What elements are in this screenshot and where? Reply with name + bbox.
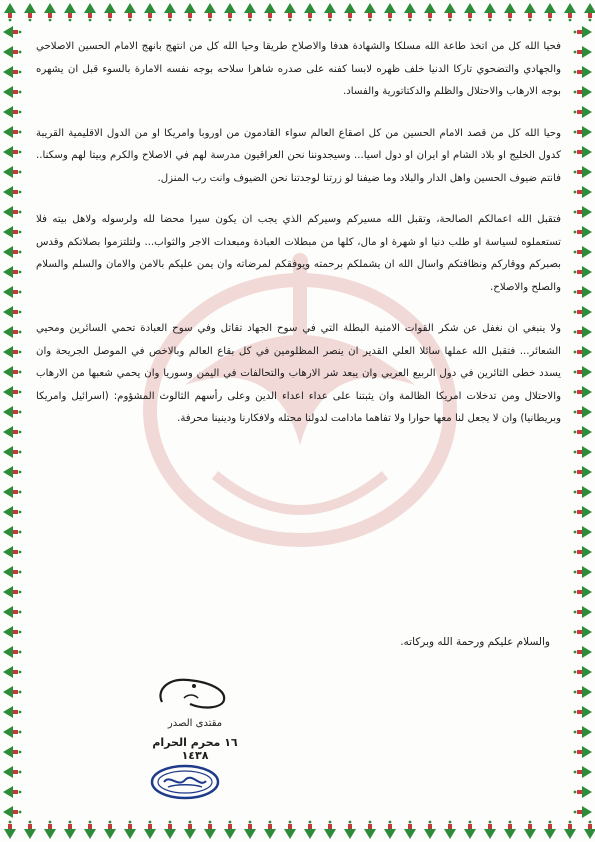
paragraph: فحيا الله كل من اتخذ طاعة الله مسلكا والشهادة هدفا والاصلاح طريقا وحيا الله كل من انتهج بانهج الامام الحسين الاصلاحي والجهادي والتضحوي تاركا الدنيا خلف ظهره لابسا كفنه على صدره شاهرا سلاحه بوجه نفسه الامارة بالسوء قبل ان يشهره بوجه الارهاب والاحتلال والظلم والدكتاتورية والفساد.: [36, 41, 561, 97]
decorative-border-left: [0, 22, 22, 820]
paragraph: فتقبل الله اعمالكم الصالحة، وتقبل الله مسيركم وسيركم الذي يجب ان يكون سيرا محضا لله ولرسوله ولاهل بيته فلا تستعملوه لسياسة او طلب دنيا او شهرة او مال، كلها من مبطلات العبادة ومبعدات الاجر والثواب... ولتلتزموا بصلاتكم وقدس بصبركم ووقاركم ونظافتكم واسال الله ان يشملكم برحمته ويوفقكم لمرضاته وان يمن عليكم بالامن والامان والسلم والسلام والصلح والاصلاح.: [36, 214, 561, 293]
letter-body: [36, 36, 561, 443]
decorative-border-bottom: [0, 820, 595, 842]
handwritten-signature: [154, 672, 234, 716]
signature-block: [150, 672, 240, 762]
paragraph: وحيا الله كل من قصد الامام الحسين من كل اصقاع العالم سواء القادمون من اوروبا وامريكا او من الدول الاقليمية القريبة كدول الخليج او بلاد الشام او ايران او دول اسيا... وسيجدوننا نحن العراقيون مدرسة لهم في الاصلاح والكرم وبيتا لهم وسكنا.. فانتم ضيوف الحسين واهل الدار والبلاد وما ضيفنا لو زرتنا لوجدتنا نحن الضيوف وانت رب المنزل.: [36, 127, 561, 184]
closing-salutation: والسلام عليكم ورحمة الله وبركاته.: [400, 636, 550, 648]
paragraph: ولا ينبغي ان نغفل عن شكر القوات الامنية البطلة التي في سوح الجهاد تقاتل وفي سوح العبادة تحمي السائرين ومحيي الشعائر... فتقبل الله عملها سائلا العلي القدير ان ينصر المظلومين في كل بقاع العالم وبالاخص في الموصل الجريحة وان يسدد خطى الثائرين في دول الربيع العربي وان يبعد شر الارهاب والتحالفات في اليمن وسوريا وان يحمي شعبها من الارهاب والاحتلال ومن تدخلات امريكا الظالمة وان يثبتنا على عداء اعداء الدين وعلى رأسهم الثالوث المشؤوم: (اسرائيل وامريكا وبريطانيا) وان لا يجعل لنا معها حوارا ولا تفاهما مادامت لدولنا محتله ولافكارنا ودينينا محرفة.: [36, 323, 561, 424]
signed-date: ١٦ محرم الحرام ١٤٣٨: [152, 736, 238, 762]
signer-name: مقتدى الصدر: [167, 718, 223, 729]
decorative-border-right: [573, 22, 595, 820]
official-seal: [150, 764, 220, 800]
decorative-border-top: [0, 0, 595, 22]
